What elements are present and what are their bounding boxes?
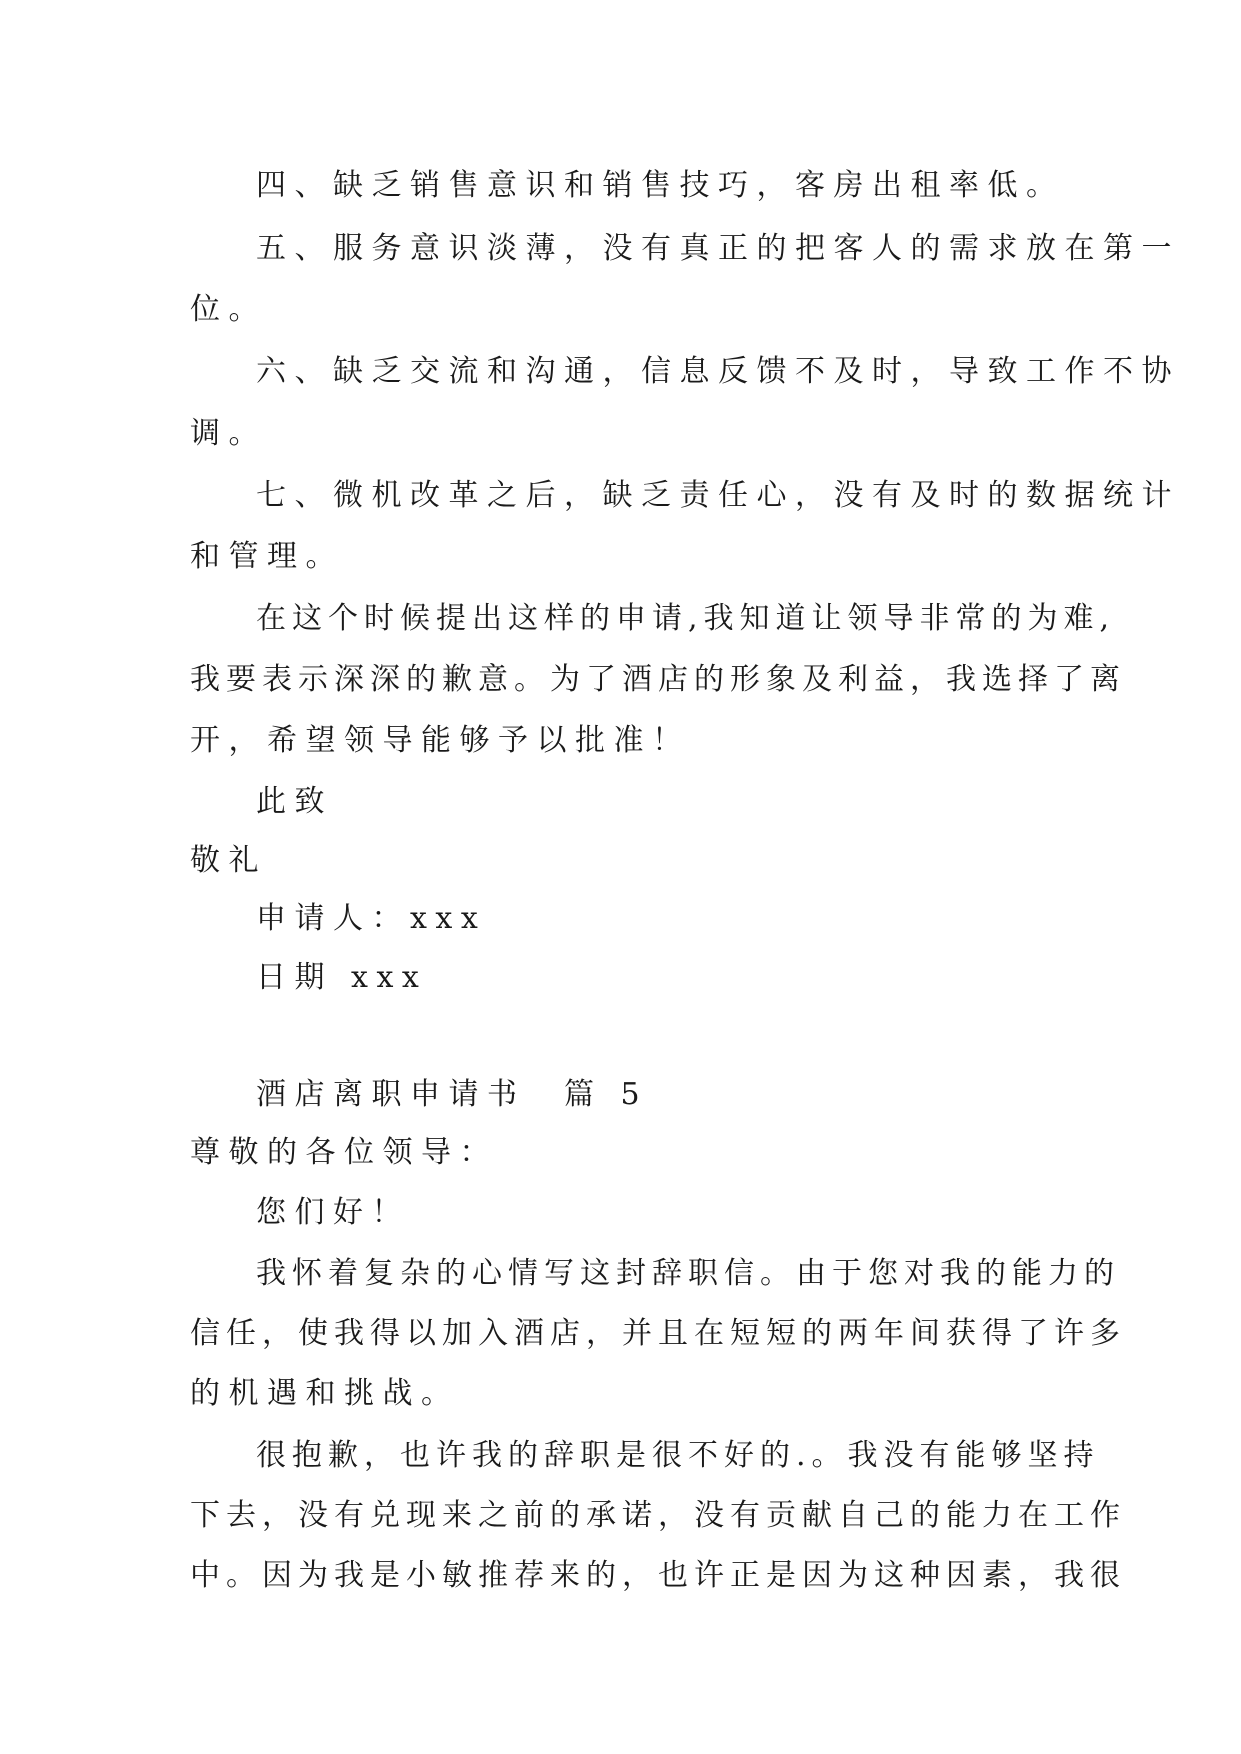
- list-item-five-continued: 位。: [190, 292, 267, 327]
- list-item-six: 六、缺乏交流和沟通，信息反馈不及时，导致工作不协: [256, 354, 1180, 389]
- date-line: 日期 xxx: [256, 960, 428, 995]
- applicant-line: 申请人：xxx: [256, 901, 487, 936]
- paragraph-line: 中。因为我是小敏推荐来的，也许正是因为这种因素，我很: [190, 1558, 1126, 1593]
- list-item-seven: 七、微机改革之后，缺乏责任心，没有及时的数据统计: [256, 478, 1180, 513]
- list-item-six-continued: 调。: [190, 416, 267, 451]
- paragraph-line: 信任，使我得以加入酒店，并且在短短的两年间获得了许多: [190, 1316, 1126, 1351]
- closing-regards: 敬礼: [190, 843, 267, 878]
- paragraph-line: 我要表示深深的歉意。为了酒店的形象及利益，我选择了离: [190, 662, 1126, 697]
- paragraph-line: 的机遇和挑战。: [190, 1376, 460, 1411]
- list-item-five: 五、服务意识淡薄，没有真正的把客人的需求放在第一: [256, 231, 1180, 266]
- paragraph-line: 在这个时候提出这样的申请,我知道让领导非常的为难,: [256, 601, 1116, 636]
- list-item-seven-continued: 和管理。: [190, 539, 344, 574]
- closing-salutation: 此致: [256, 784, 333, 819]
- section-title: 酒店离职申请书 篇 5: [256, 1077, 649, 1112]
- paragraph-line: 我怀着复杂的心情写这封辞职信。由于您对我的能力的: [256, 1256, 1120, 1291]
- letter-greeting: 尊敬的各位领导：: [190, 1135, 498, 1170]
- paragraph-line: 开，希望领导能够予以批准！: [190, 723, 691, 758]
- paragraph-line: 很抱歉，也许我的辞职是很不好的.。我没有能够坚持: [256, 1438, 1100, 1473]
- letter-opening: 您们好！: [256, 1195, 410, 1230]
- list-item-four: 四、缺乏销售意识和销售技巧，客房出租率低。: [256, 168, 1065, 203]
- paragraph-line: 下去，没有兑现来之前的承诺，没有贡献自己的能力在工作: [190, 1498, 1126, 1533]
